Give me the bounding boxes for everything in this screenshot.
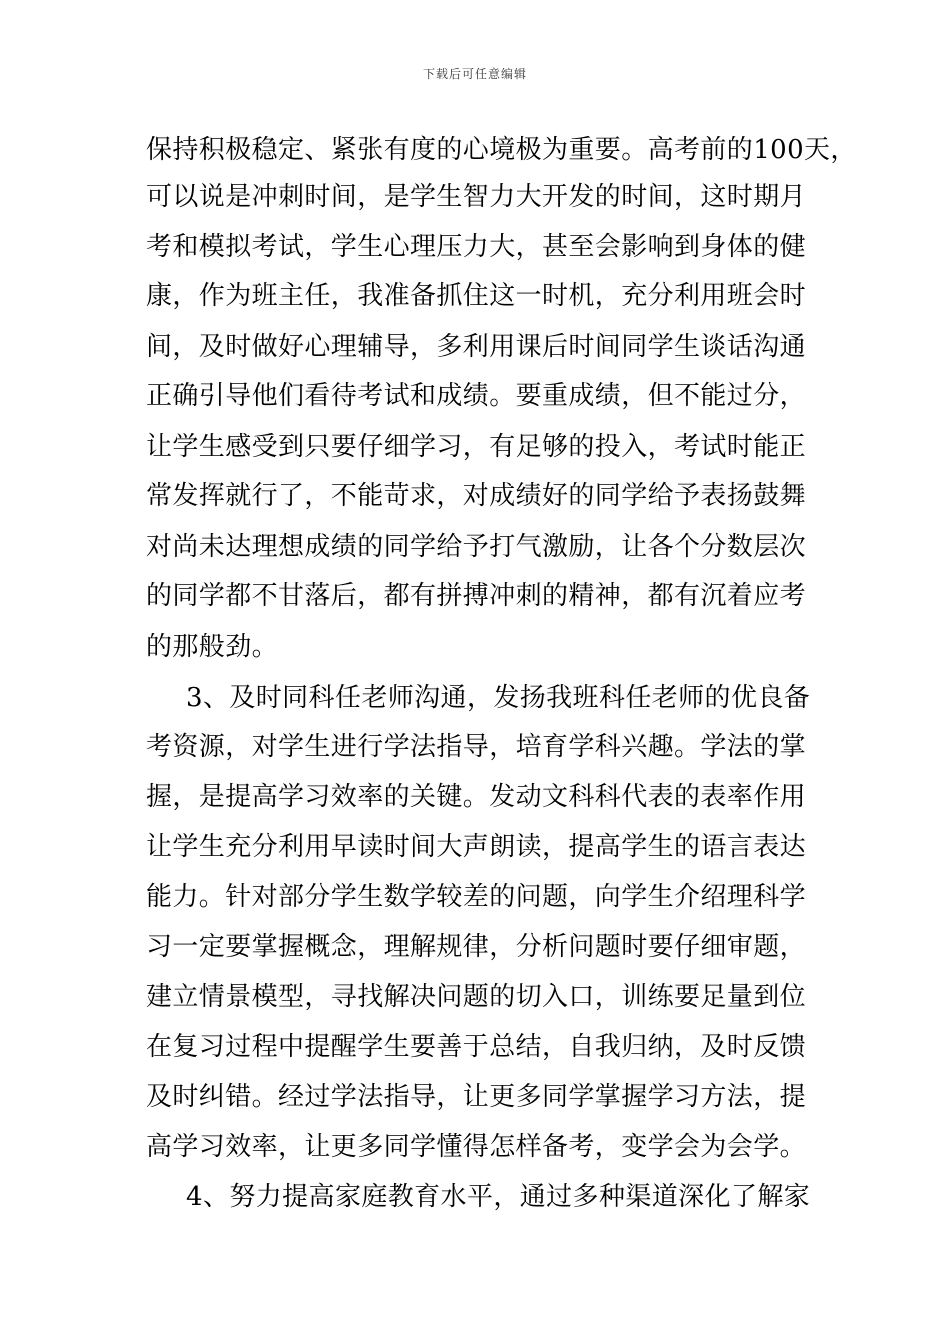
text-line: 高学习效率，让更多同学懂得怎样备考，变学会为会学。 xyxy=(146,1132,807,1162)
text-line: 常发挥就行了，不能苛求，对成绩好的同学给予表扬鼓舞 xyxy=(146,481,807,511)
text-line: 在复习过程中提醒学生要善于总结，自我归纳，及时反馈 xyxy=(146,1032,807,1062)
text-line: 让学生充分利用早读时间大声朗读，提高学生的语言表达 xyxy=(146,832,807,862)
text-line: 能力。针对部分学生数学较差的问题，向学生介绍理科学 xyxy=(146,882,807,912)
paragraph-3-first-line: 3、及时同科任老师沟通，发扬我班科任老师的优良备 xyxy=(186,683,811,713)
text-line: 的同学都不甘落后，都有拼搏冲刺的精神，都有沉着应考 xyxy=(146,581,807,611)
text-line: 考和模拟考试，学生心理压力大，甚至会影响到身体的健 xyxy=(146,232,807,262)
text-line: 正确引导他们看待考试和成绩。要重成绩，但不能过分， xyxy=(146,381,807,411)
page-header: 下载后可任意编辑 xyxy=(422,67,527,81)
text-line: 可以说是冲刺时间，是学生智力大开发的时间，这时期月 xyxy=(146,182,807,212)
text-line: 让学生感受到只要仔细学习，有足够的投入，考试时能正 xyxy=(146,432,807,462)
text-line: 保持积极稳定、紧张有度的心境极为重要。高考前的100天， xyxy=(146,135,857,165)
text-line: 对尚未达理想成绩的同学给予打气激励，让各个分数层次 xyxy=(146,532,807,562)
paragraph-4-first-line: 4、努力提高家庭教育水平，通过多种渠道深化了解家 xyxy=(186,1182,811,1212)
text-line: 考资源，对学生进行学法指导，培育学科兴趣。学法的掌 xyxy=(146,732,807,762)
text-line: 的那般劲。 xyxy=(146,632,279,662)
text-line: 康，作为班主任，我准备抓住这一时机，充分利用班会时 xyxy=(146,281,807,311)
text-line: 习一定要掌握概念，理解规律，分析问题时要仔细审题， xyxy=(146,932,807,962)
text-line: 握，是提高学习效率的关键。发动文科科代表的表率作用 xyxy=(146,782,807,812)
text-line: 间，及时做好心理辅导，多利用课后时间同学生谈话沟通 xyxy=(146,332,807,362)
text-line: 建立情景模型，寻找解决问题的切入口，训练要足量到位 xyxy=(146,982,807,1012)
text-line: 及时纠错。经过学法指导，让更多同学掌握学习方法，提 xyxy=(146,1082,807,1112)
